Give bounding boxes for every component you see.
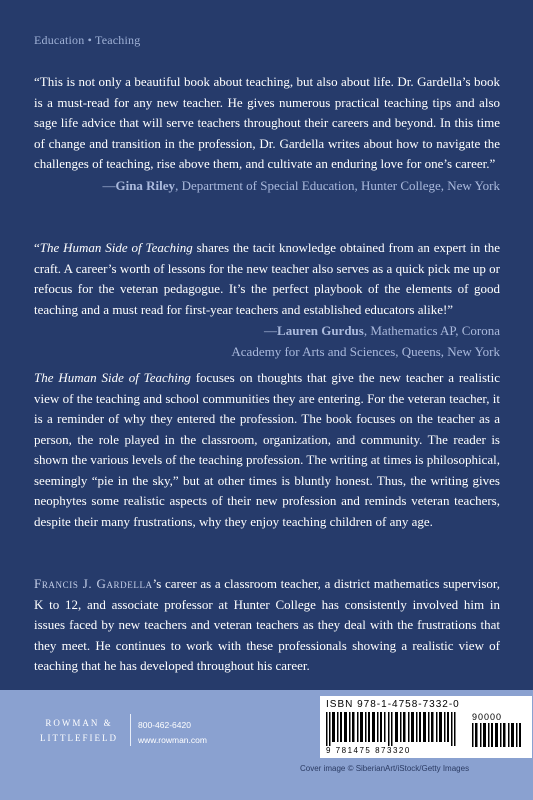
description-body: focuses on thoughts that give the new teacher a realistic view of the teaching and school communities they are entering. For the veteran teacher, it is a reminder of why they entered the profession. The book focuses on the teacher as a person, the role played in the classroom, organization, and community. The reader is shown the various levels of the teaching profession. The writing at times is philosophical, seemingly “pie in the sky,” but at other times is bluntly honest. Thus, the writing gives neophytes some realistic aspects of their new profession and reminds veteran teachers, despite their many frustrations, why they enjoy teaching children of any age. [34, 370, 501, 529]
attribution-name: Gina Riley [115, 177, 176, 193]
barcode-icon [326, 712, 466, 746]
publisher-logo-line2: LITTLEFIELD [40, 733, 118, 743]
attribution-affiliation-line2: Academy for Arts and Sciences, Queens, New York [231, 343, 500, 359]
price-code: 90000 [472, 712, 503, 722]
attribution-dash: — [102, 177, 116, 193]
publisher-website[interactable]: www.rowman.com [138, 735, 207, 745]
category-label: Education • Teaching [34, 33, 141, 47]
attribution-affiliation: , Mathematics AP, Corona [363, 323, 500, 338]
addon-barcode-icon [472, 723, 524, 747]
publisher-contact [138, 718, 207, 748]
quote-open-mark: “ [34, 240, 40, 255]
publisher-phone: 800-462-6420 [138, 720, 191, 730]
quote-attribution [34, 321, 500, 342]
author-name: Francis J. Gardella [34, 576, 153, 591]
quote-body: shares the tacit knowledge obtained from an expert in the craft. A career’s worth of lessons for the new teacher also serves as a quick pick me up or refocus for the veteran pedagogue. It’s the perfect playbook of the elements of good teaching and a must read for first-year teachers and established educators alike!” [34, 240, 500, 317]
publisher-logo-line1: ROWMAN & [45, 718, 113, 728]
endorsement-quote-2 [34, 238, 500, 362]
quote-text: “This is not only a beautiful book about teaching, but also about life. Dr. Gardella’s book is a must-read for any new teacher. He gives numerous practical teaching tips and also sage life advice that will serve teachers throughout their careers and beyond. In this time of change and transition in the profession, Dr. Gardella writes about how to navigate the challenges of teaching, rise above them, and cultivate an enduring love for one’s career.” [34, 74, 500, 171]
attribution-dash: — [264, 323, 278, 338]
quote-attribution [34, 176, 500, 197]
attribution-name: Lauren Gurdus [277, 323, 364, 338]
book-description [34, 368, 500, 532]
quote-book-title: The Human Side of Teaching [39, 240, 193, 255]
isbn-text: ISBN 978-1-4758-7332-0 [326, 699, 460, 710]
description-book-title: The Human Side of Teaching [34, 370, 191, 385]
barcode-box [320, 696, 532, 758]
ean-digits: 9 781475 873320 [326, 746, 411, 755]
attribution-affiliation: , Department of Special Education, Hunter College, New York [175, 177, 500, 193]
quote-text [34, 238, 500, 320]
endorsement-quote-1 [34, 72, 500, 196]
cover-image-credit: Cover image © SiberianArt/iStock/Getty Images [300, 764, 470, 773]
author-bio [34, 574, 500, 677]
author-bio-body: ’s career as a classroom teacher, a district mathematics supervisor, K to 12, and associate professor at Hunter College has consistently involved him in issues faced by new teachers and veteran teachers as they deal with the frustrations that they meet. He continues to work with these professionals showing a realistic view of teaching that he has developed throughout his career. [34, 576, 500, 673]
publisher-divider [130, 714, 131, 746]
